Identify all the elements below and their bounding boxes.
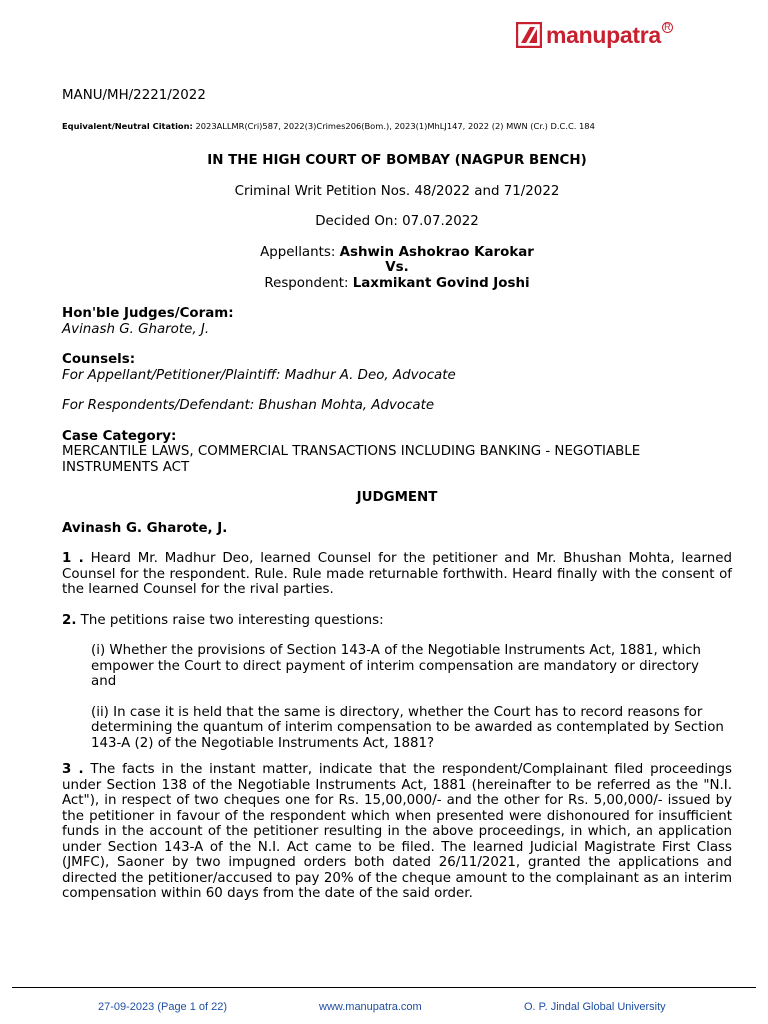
manupatra-logo: [516, 22, 673, 48]
equivalent-citation: [62, 119, 732, 135]
brand-name: manupatra: [546, 22, 661, 48]
paragraph-1-number: 1 .: [62, 551, 84, 566]
paragraph-1-text: Heard Mr. Madhur Deo, learned Counsel for the petitioner and Mr. Bhushan Mohta, learned Counsel for the respondent. Rule. Rule made returnable forthwith. Heard finally with the consent of the learned Counsel for the rival parties.: [62, 551, 732, 597]
paragraph-3: [62, 762, 732, 902]
case-category-value: MERCANTILE LAWS, COMMERCIAL TRANSACTIONS INCLUDING BANKING - NEGOTIABLE INSTRUMENTS ACT: [62, 444, 641, 475]
footer-organization: O. P. Jindal Global University: [524, 1001, 666, 1013]
decided-date: Decided On: 07.07.2022: [315, 214, 479, 229]
court-name: IN THE HIGH COURT OF BOMBAY (NAGPUR BENCH): [207, 153, 587, 168]
versus: Vs.: [385, 260, 409, 275]
footer-website-link[interactable]: www.manupatra.com: [319, 1001, 422, 1013]
footer-divider: [12, 987, 756, 988]
counsels-title: Counsels:: [62, 352, 136, 367]
counsel-appellant: For Appellant/Petitioner/Plaintiff: Madhur A. Deo, Advocate: [62, 367, 456, 383]
footer-page-info: 27-09-2023 (Page 1 of 22): [98, 1001, 228, 1013]
respondent: [62, 276, 732, 292]
case-category-title: Case Category:: [62, 428, 177, 444]
judges-value: Avinash G. Gharote, J.: [62, 321, 210, 337]
equivalent-citation-label: Equivalent/Neutral Citation:: [62, 120, 193, 131]
appellants-name: Ashwin Ashokrao Karokar: [339, 244, 534, 260]
manupatra-logo-icon: [516, 22, 542, 48]
respondent-name: Laxmikant Govind Joshi: [352, 275, 530, 291]
question-1: (i) Whether the provisions of Section 143-A of the Negotiable Instruments Act, 1881, which empower the Court to direct payment of interim compensation are mandatory or directory and: [91, 643, 701, 689]
respondent-label: Respondent:: [264, 275, 353, 291]
parties: [62, 245, 732, 292]
paragraph-2-number: 2.: [62, 612, 77, 628]
registered-mark: R: [662, 22, 673, 33]
paragraph-3-text: The facts in the instant matter, indicate that the respondent/Complainant filed proceedings under Section 138 of the Negotiable Instruments Act, 1881 (hereinafter to be referred as the "N.I. Act"), in respect of two cheques one for Rs. 15,00,000/- and the other for Rs. 5,00,000/- issued by the petitioner in favour of the respondent which when presented were dishonoured for insufficient funds in the account of the petitioner resulting in the above proceedings, in which, an application under Section 143-A of the N.I. Act came to be filed. The learned Judicial Magistrate First Class (JMFC), Saoner by two impugned orders both dated 26/11/2021, granted the applications and directed the petitioner/accused to pay 20% of the cheque amount to the complainant as an interim compensation within 60 days from the date of the said order.: [62, 762, 732, 901]
appellants-label: Appellants:: [260, 244, 340, 260]
counsel-respondent: For Respondents/Defendant: Bhushan Mohta, Advocate: [62, 398, 435, 413]
paragraph-1: [62, 551, 732, 598]
judges-title: Hon'ble Judges/Coram:: [62, 306, 234, 321]
paragraph-2-text: The petitions raise two interesting questions:: [76, 612, 384, 628]
judgment-title: JUDGMENT: [356, 490, 438, 505]
paragraph-2: [62, 613, 732, 629]
petition-number: Criminal Writ Petition Nos. 48/2022 and 71/2022: [234, 183, 560, 199]
manu-id: MANU/MH/2221/2022: [62, 88, 206, 103]
equivalent-citation-value: 2023ALLMR(Cri)587, 2022(3)Crimes206(Bom.), 2023(1)MhLJ147, 2022 (2) MWN (Cr.) D.C.C. 184: [192, 120, 595, 131]
paragraph-3-number: 3 .: [62, 762, 84, 777]
document-body: [62, 88, 732, 902]
question-2: (ii) In case it is held that the same is directory, whether the Court has to record reasons for determining the quantum of interim compensation to be awarded as contemplated by Section 143-A (2) of the Negotiable Instruments Act, 1881?: [91, 704, 724, 751]
judgment-author: Avinash G. Gharote, J.: [62, 520, 228, 536]
appellants: [62, 245, 732, 261]
